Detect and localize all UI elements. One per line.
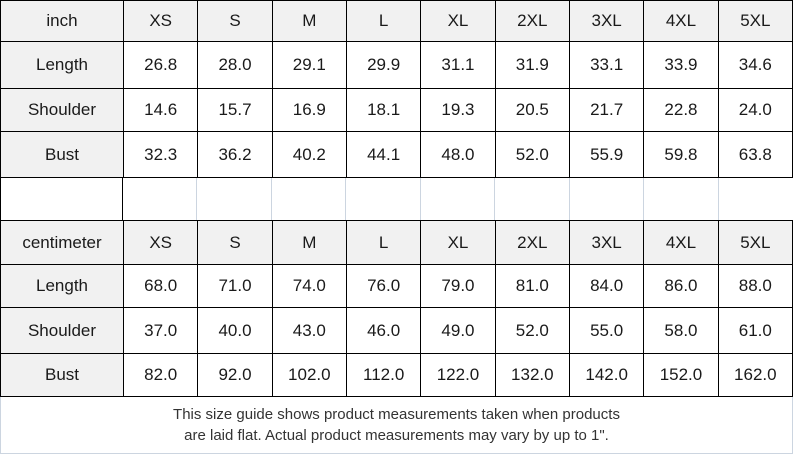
measurement-cell: 81.0 (495, 265, 569, 308)
size-column-header: M (272, 1, 346, 42)
measurement-cell: 43.0 (272, 308, 346, 354)
measurement-cell: 40.0 (198, 308, 272, 354)
measurement-cell: 152.0 (644, 354, 718, 397)
measurement-cell: 68.0 (124, 265, 198, 308)
gap-cell (495, 178, 569, 220)
gap-cell (570, 178, 644, 220)
size-guide-note (0, 397, 793, 454)
gap-cell (719, 178, 793, 220)
size-column-header: 2XL (495, 221, 569, 265)
table-row (1, 132, 793, 178)
row-label: Bust (1, 132, 124, 178)
gap-cell (197, 178, 271, 220)
size-column-header: 3XL (569, 1, 643, 42)
measurement-cell: 34.6 (718, 42, 792, 89)
size-column-header: S (198, 221, 272, 265)
row-label: Bust (1, 354, 124, 397)
gap-cell (421, 178, 495, 220)
measurement-cell: 33.1 (569, 42, 643, 89)
measurement-cell: 112.0 (346, 354, 420, 397)
measurement-cell: 63.8 (718, 132, 792, 178)
size-column-header: 5XL (718, 1, 792, 42)
measurement-cell: 18.1 (346, 89, 420, 132)
gap-cell (123, 178, 197, 220)
gap-cell (346, 178, 420, 220)
size-column-header: XL (421, 1, 495, 42)
size-table-centimeter (0, 220, 793, 397)
size-table-inch (0, 0, 793, 178)
measurement-cell: 36.2 (198, 132, 272, 178)
measurement-cell: 61.0 (718, 308, 792, 354)
measurement-cell: 84.0 (569, 265, 643, 308)
note-line: This size guide shows product measurements taken when products (173, 406, 620, 423)
measurement-cell: 28.0 (198, 42, 272, 89)
measurement-cell: 82.0 (124, 354, 198, 397)
table-row (1, 42, 793, 89)
measurement-cell: 49.0 (421, 308, 495, 354)
measurement-cell: 88.0 (718, 265, 792, 308)
row-label: Shoulder (1, 308, 124, 354)
measurement-cell: 19.3 (421, 89, 495, 132)
gap-cell (272, 178, 346, 220)
table-header-row (1, 1, 793, 42)
measurement-cell: 55.0 (569, 308, 643, 354)
measurement-cell: 31.1 (421, 42, 495, 89)
size-column-header: M (272, 221, 346, 265)
measurement-cell: 52.0 (495, 308, 569, 354)
table-row (1, 308, 793, 354)
row-label: Shoulder (1, 89, 124, 132)
measurement-cell: 29.1 (272, 42, 346, 89)
size-column-header: 4XL (644, 1, 718, 42)
measurement-cell: 74.0 (272, 265, 346, 308)
table-row (1, 89, 793, 132)
measurement-cell: 52.0 (495, 132, 569, 178)
row-label: Length (1, 265, 124, 308)
gap-cell (0, 178, 123, 220)
size-column-header: S (198, 1, 272, 42)
measurement-cell: 14.6 (124, 89, 198, 132)
measurement-cell: 32.3 (124, 132, 198, 178)
table-row (1, 265, 793, 308)
measurement-cell: 86.0 (644, 265, 718, 308)
measurement-cell: 79.0 (421, 265, 495, 308)
measurement-cell: 33.9 (644, 42, 718, 89)
unit-header: centimeter (1, 221, 124, 265)
measurement-cell: 21.7 (569, 89, 643, 132)
measurement-cell: 92.0 (198, 354, 272, 397)
gap-cell (644, 178, 718, 220)
measurement-cell: 71.0 (198, 265, 272, 308)
size-column-header: XS (124, 221, 198, 265)
measurement-cell: 122.0 (421, 354, 495, 397)
measurement-cell: 48.0 (421, 132, 495, 178)
table-header-row (1, 221, 793, 265)
measurement-cell: 58.0 (644, 308, 718, 354)
measurement-cell: 55.9 (569, 132, 643, 178)
row-label: Length (1, 42, 124, 89)
measurement-cell: 142.0 (569, 354, 643, 397)
measurement-cell: 16.9 (272, 89, 346, 132)
table-gap-row (0, 178, 793, 220)
measurement-cell: 40.2 (272, 132, 346, 178)
unit-header: inch (1, 1, 124, 42)
measurement-cell: 44.1 (346, 132, 420, 178)
measurement-cell: 132.0 (495, 354, 569, 397)
size-column-header: 4XL (644, 221, 718, 265)
measurement-cell: 15.7 (198, 89, 272, 132)
size-column-header: XL (421, 221, 495, 265)
measurement-cell: 24.0 (718, 89, 792, 132)
table-row (1, 354, 793, 397)
size-column-header: 3XL (569, 221, 643, 265)
measurement-cell: 102.0 (272, 354, 346, 397)
measurement-cell: 59.8 (644, 132, 718, 178)
size-column-header: 2XL (495, 1, 569, 42)
size-column-header: XS (124, 1, 198, 42)
measurement-cell: 22.8 (644, 89, 718, 132)
measurement-cell: 76.0 (346, 265, 420, 308)
note-line: are laid flat. Actual product measurements may vary by up to 1". (184, 427, 609, 444)
size-column-header: L (346, 221, 420, 265)
measurement-cell: 29.9 (346, 42, 420, 89)
measurement-cell: 26.8 (124, 42, 198, 89)
measurement-cell: 46.0 (346, 308, 420, 354)
size-column-header: L (346, 1, 420, 42)
measurement-cell: 162.0 (718, 354, 792, 397)
measurement-cell: 37.0 (124, 308, 198, 354)
measurement-cell: 31.9 (495, 42, 569, 89)
size-column-header: 5XL (718, 221, 792, 265)
measurement-cell: 20.5 (495, 89, 569, 132)
